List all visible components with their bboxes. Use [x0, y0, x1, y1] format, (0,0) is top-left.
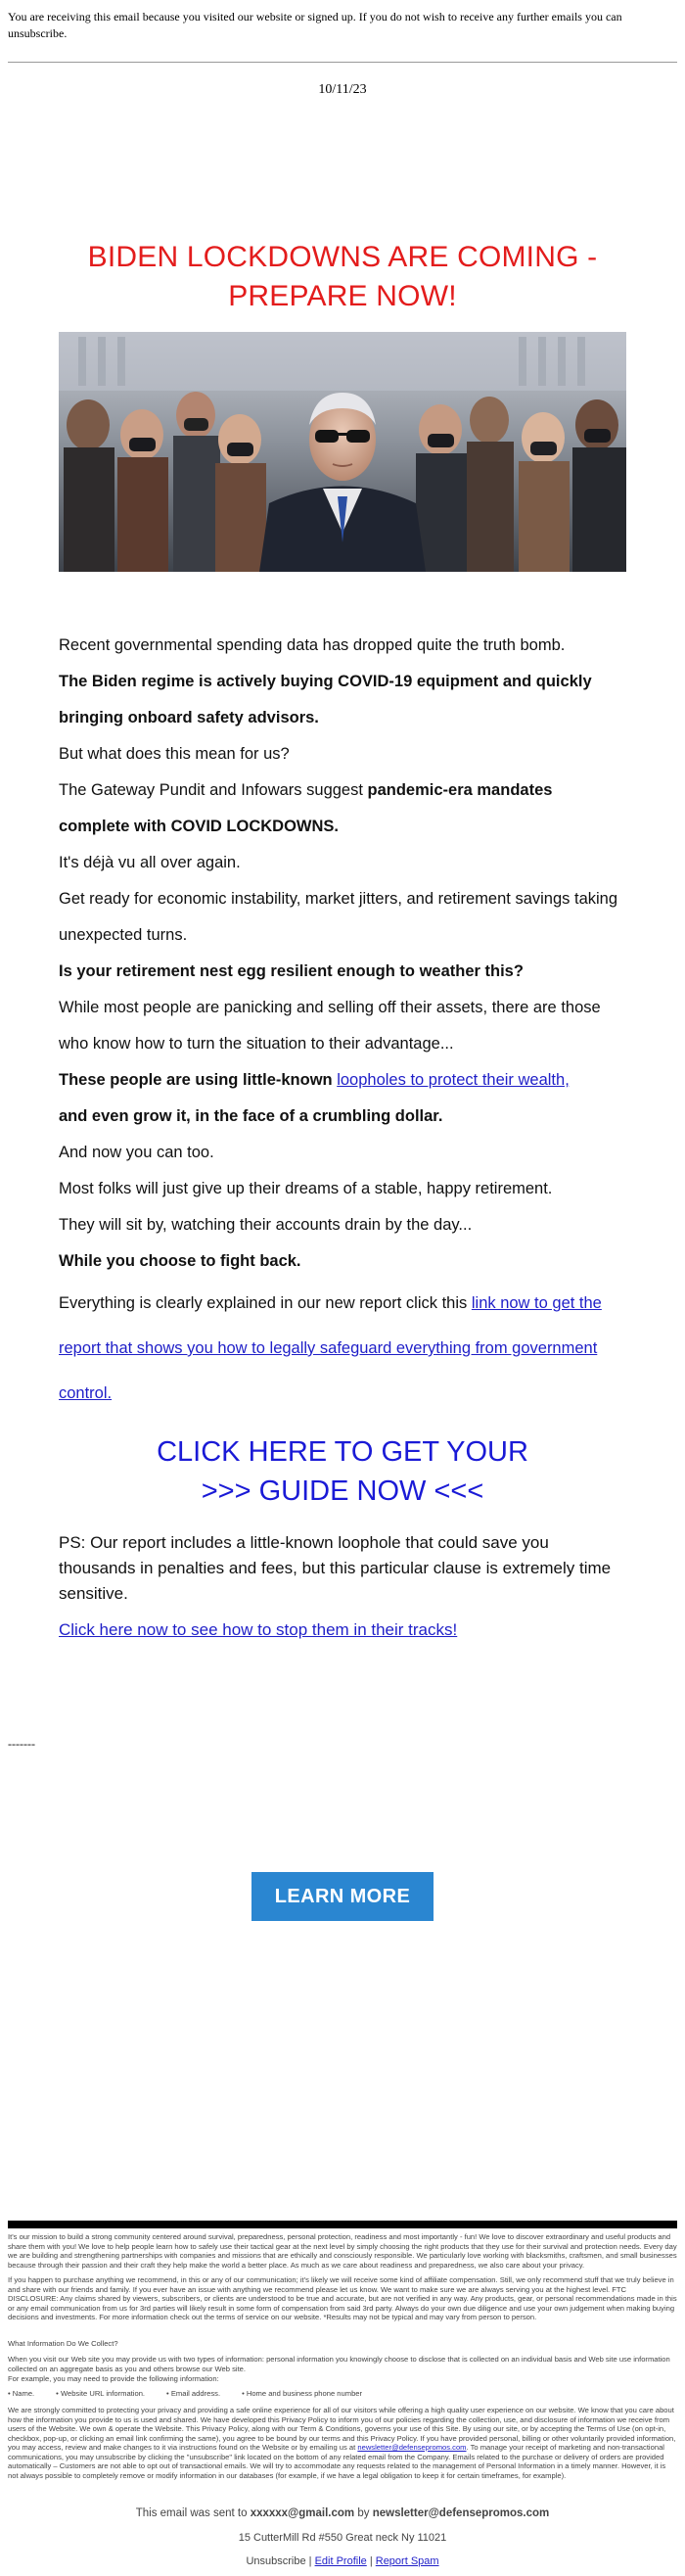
- cta-line-1: CLICK HERE TO GET YOUR: [157, 1436, 528, 1468]
- paragraph-9: [59, 1062, 626, 1099]
- footer-separator: |: [305, 2555, 315, 2567]
- paragraph-11: Most folks will just give up their dreams of a stable, happy retirement.: [59, 1180, 553, 1197]
- paragraph-10: And now you can too.: [59, 1144, 214, 1161]
- sent-by-text: by: [354, 2507, 373, 2519]
- unsubscribe-link[interactable]: Unsubscribe: [246, 2555, 306, 2567]
- recipient-email: xxxxxx@gmail.com: [250, 2507, 355, 2519]
- paragraph-7: [59, 954, 626, 990]
- paragraph-8: While most people are panicking and selling off their assets, there are those who know how to turn the situation to their advantage...: [59, 999, 601, 1053]
- paragraph-12: They will sit by, watching their accounts drain by the day...: [59, 1216, 473, 1234]
- legal-list-item: • Website URL information.: [56, 2389, 146, 2398]
- report-link[interactable]: link now to get the report that shows you how to legally safeguard everything from government control.: [59, 1294, 602, 1402]
- legal-privacy-text-b: . To manage your receipt of marketing and non-transactional communications, you may unsubscribe by clicking the "unsubscribe" link located on the bottom of any related email from the Company. Emails related to the purchase or delivery of orders are provided automatically – Customers are not able to opt out of transactional emails. We will try to accommodate any requests related to the management of Personal Information in a timely manner. However, it is not always possible to completely remove or modify information in our databases (for example, if we have a legal obligation to keep it for certain timeframes, for example).: [8, 2443, 666, 2480]
- legal-example-paragraph: For example, you may need to provide the following information:: [8, 2374, 219, 2383]
- paragraph-4: [59, 773, 626, 845]
- legal-collect-paragraph: When you visit our Web site you may provide us with two types of information: personal information you knowingly choose to disclose that is collected on an individual basis and Web site use information collected on an aggregate basis as you and others browse our Web site.: [8, 2355, 670, 2373]
- paragraph-14-text: Everything is clearly explained in our new report click this: [59, 1294, 472, 1312]
- preheader-text: You are receiving this email because you visited our website or signed up. If you do not wish to receive any further emails you can unsubscribe.: [8, 10, 622, 40]
- legal-email-link[interactable]: newsletter@defensepromos.com: [357, 2443, 467, 2452]
- legal-list-item: • Email address.: [166, 2389, 221, 2398]
- report-spam-link[interactable]: Report Spam: [375, 2555, 439, 2567]
- legal-privacy-paragraph: [8, 2406, 677, 2480]
- footer-links: [0, 2555, 685, 2567]
- paragraph-4-bold: pandemic-era mandates complete with COVID LOCKDOWNS.: [59, 781, 553, 835]
- headline-line-1: BIDEN LOCKDOWNS ARE COMING -: [87, 241, 598, 273]
- paragraph-14: [59, 1281, 626, 1416]
- paragraph-13-bold: While you choose to fight back.: [59, 1252, 301, 1270]
- sender-email: newsletter@defensepromos.com: [372, 2507, 550, 2519]
- paragraph-13: [59, 1243, 626, 1280]
- legal-list-item: • Name.: [8, 2389, 35, 2398]
- footer-divider-bar: [8, 2221, 677, 2228]
- hero-image[interactable]: [59, 332, 626, 572]
- footer-separator: |: [366, 2555, 376, 2567]
- paragraph-2-bold: The Biden regime is actively buying COVID-19 equipment and quickly bringing onboard safety advisors.: [59, 673, 592, 726]
- mailing-address: 15 CutterMill Rd #550 Great neck Ny 11021: [238, 2532, 447, 2544]
- hero-image-illustration: [59, 332, 626, 572]
- stop-them-link[interactable]: Click here now to see how to stop them in their tracks!: [59, 1620, 458, 1639]
- headline-line-2: PREPARE NOW!: [228, 280, 457, 312]
- paragraph-3: But what does this mean for us?: [59, 745, 290, 763]
- headline: [59, 238, 626, 316]
- legal-collect-heading: What Information Do We Collect?: [8, 2339, 118, 2348]
- legal-mission-paragraph: It's our mission to build a strong community centered around survival, preparedness, personal protection, readiness and most importantly - fun! We love to discover extraordinary and useful products and share them with you! We love to help people learn how to safely use their tactical gear at the next level by simply choosing the right products that they use for their survival and protection needs. Every day we are building and strengthening partnerships with companies and missions that are ethically and consciously responsible. We particularly love working with blacksmiths, craftsmen, and small businesses because through their passion and their craft they help make the world a better place. As much as we care about readiness and preparedness, we also care about your privacy.: [8, 2232, 677, 2270]
- paragraph-2: [59, 664, 626, 736]
- legal-disclosure-paragraph: If you happen to purchase anything we recommend, in this or any of our communication; it's likely we will receive some kind of affiliate compensation. Still, we only recommend stuff that we truly believe in and share with our friends and family. If you ever have an issue with anything we recommend please let us know. We want to make sure we are always serving you at the highest level. FTC DISCLOSURE: Any claims shared by viewers, subscribers, or clients are understood to be true and accurate, but are not verified in any way. Any products, gear, or personal recommendations made in this or any email communication from us for 3rd parties will likely result in some form of compensation from said 3rd party. Always do your own due diligence and use your own judgement when making buying decisions and investments. For more information check out the terms of service on our website. *Results may not be typical and may vary from person to person.: [8, 2275, 677, 2321]
- legal-list-item: • Home and business phone number: [242, 2389, 363, 2398]
- paragraph-6: Get ready for economic instability, market jitters, and retirement savings taking unexpected turns.: [59, 890, 618, 944]
- paragraph-9-bold: These people are using little-known: [59, 1071, 338, 1089]
- dashes-separator: -------: [8, 1737, 35, 1751]
- paragraph-9b: [59, 1099, 626, 1135]
- paragraph-4-text: The Gateway Pundit and Infowars suggest: [59, 781, 368, 799]
- paragraph-9b-bold: and even grow it, in the face of a crumbling dollar.: [59, 1107, 443, 1125]
- paragraph-7-bold: Is your retirement nest egg resilient enough to weather this?: [59, 962, 524, 980]
- paragraph-1: Recent governmental spending data has dropped quite the truth bomb.: [59, 636, 566, 654]
- legal-privacy-text-a: We are strongly committed to protecting your privacy and providing a safe online experience for all of our visitors while offering a high quality user experience on our website. We know that you care about how the information you provide to us is used and shared. We have developed this Privacy Policy to inform you of our policies regarding the collection, use, and disclosure of information we receive from users of the Website. We own & operate the Website. This Privacy Policy, along with our Term & Conditions, governs your use of this Site. By using our site, or by accepting the Terms of Use (on opt-in, checkbox, pop-up, or clicking an email link confirming the same), you agree to be bound by our terms and this Privacy Policy. If you have provided personal, billing or other voluntarily provided information, you may access, review and make changes to it via instructions found on the Website or by emailing us at: [8, 2406, 676, 2452]
- paragraph-5: It's déjà vu all over again.: [59, 854, 241, 871]
- top-divider: [8, 62, 677, 63]
- cta-line-2: >>> GUIDE NOW <<<: [201, 1475, 484, 1507]
- legal-info-list: [8, 2389, 677, 2399]
- get-guide-cta[interactable]: [59, 1432, 626, 1511]
- learn-more-button[interactable]: LEARN MORE: [251, 1872, 434, 1921]
- email-date: 10/11/23: [318, 82, 367, 97]
- ps-paragraph: PS: Our report includes a little-known loophole that could save you thousands in penalties and fees, but this particular clause is extremely time sensitive.: [59, 1533, 612, 1603]
- edit-profile-link[interactable]: Edit Profile: [314, 2555, 367, 2567]
- loopholes-link[interactable]: loopholes to protect their wealth,: [337, 1071, 570, 1089]
- sent-to-line: [0, 2507, 685, 2519]
- sent-prefix: This email was sent to: [135, 2507, 251, 2519]
